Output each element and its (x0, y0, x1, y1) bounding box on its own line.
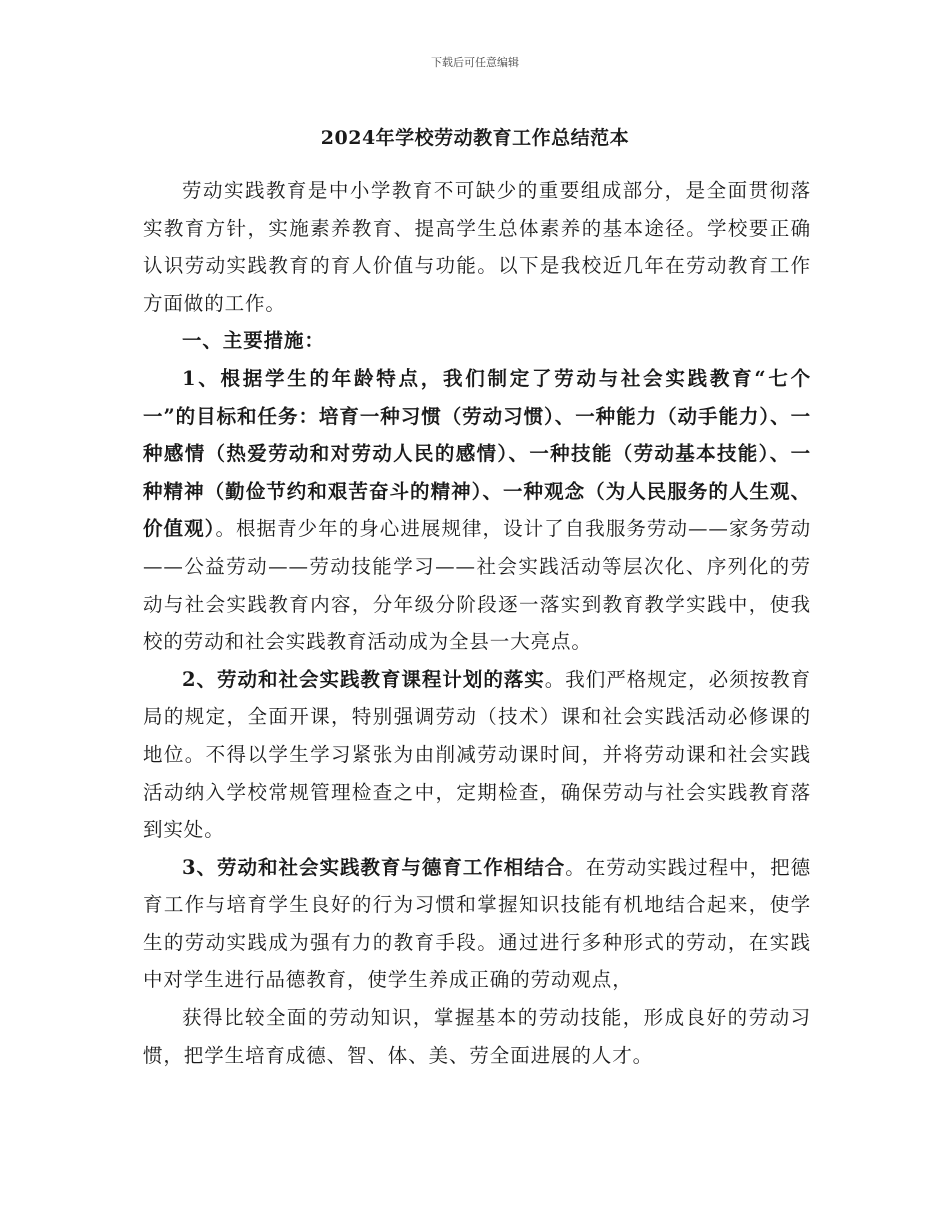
measure-3-text: 。在劳动实践过程中，把德育工作与培育学生良好的行为习惯和掌握知识技能有机地结合起来，使学生的劳动实践成为强有力的教育手段。通过进行多种形式的劳动，在实践中对学生进行品德教育，使学生养成正确的劳动观点， (143, 855, 811, 992)
measure-paragraph-3 (143, 849, 811, 999)
document-title: 2024年学校劳动教育工作总结范本 (320, 127, 630, 149)
measure-2-text: 。我们严格规定，必须按教育局的规定，全面开课，特别强调劳动（技术）课和社会实践活动必修课的地位。不得以学生学习紧张为由削减劳动课时间，并将劳动课和社会实践活动纳入学校常规管理检查之中，定期检查，确保劳动与社会实践教育落到实处。 (143, 667, 811, 842)
intro-paragraph: 劳动实践教育是中小学教育不可缺少的重要组成部分，是全面贯彻落实教育方针，实施素养教育、提高学生总体素养的基本途径。学校要正确认识劳动实践教育的育人价值与功能。以下是我校近几年在劳动教育工作方面做的工作。 (143, 179, 811, 315)
measure-paragraph-4: 获得比较全面的劳动知识，掌握基本的劳动技能，形成良好的劳动习惯，把学生培育成德、智、体、美、劳全面进展的人才。 (143, 1006, 811, 1067)
measure-3-lead: 3、劳动和社会实践教育与德育工作相结合 (182, 855, 566, 879)
section-heading-measures: 一、主要措施： (182, 329, 325, 353)
header-note: 下载后可任意编辑 (431, 56, 519, 69)
measure-paragraph-1 (143, 360, 811, 661)
measure-1-lead: 1、根据学生的年龄特点，我们制定了劳动与社会实践教育“七个一”的目标和任务：培育一种习惯（劳动习惯）、一种能力（动手能力）、一种感情（热爱劳动和对劳动人民的感情）、一种技能（劳动基本技能）、一种精神（勤俭节约和艰苦奋斗的精神）、一种观念（为人民服务的人生观、价值观） (143, 366, 811, 541)
measure-2-lead: 2、劳动和社会实践教育课程计划的落实 (182, 667, 545, 691)
measure-paragraph-2 (143, 661, 811, 849)
document-body (143, 172, 811, 1074)
measure-1-text: 。根据青少年的身心进展规律，设计了自我服务劳动——家务劳动——公益劳动——劳动技能学习——社会实践活动等层次化、序列化的劳动与社会实践教育内容，分年级分阶段逐一落实到教育教学实践中，使我校的劳动和社会实践教育活动成为全县一大亮点。 (143, 517, 811, 654)
